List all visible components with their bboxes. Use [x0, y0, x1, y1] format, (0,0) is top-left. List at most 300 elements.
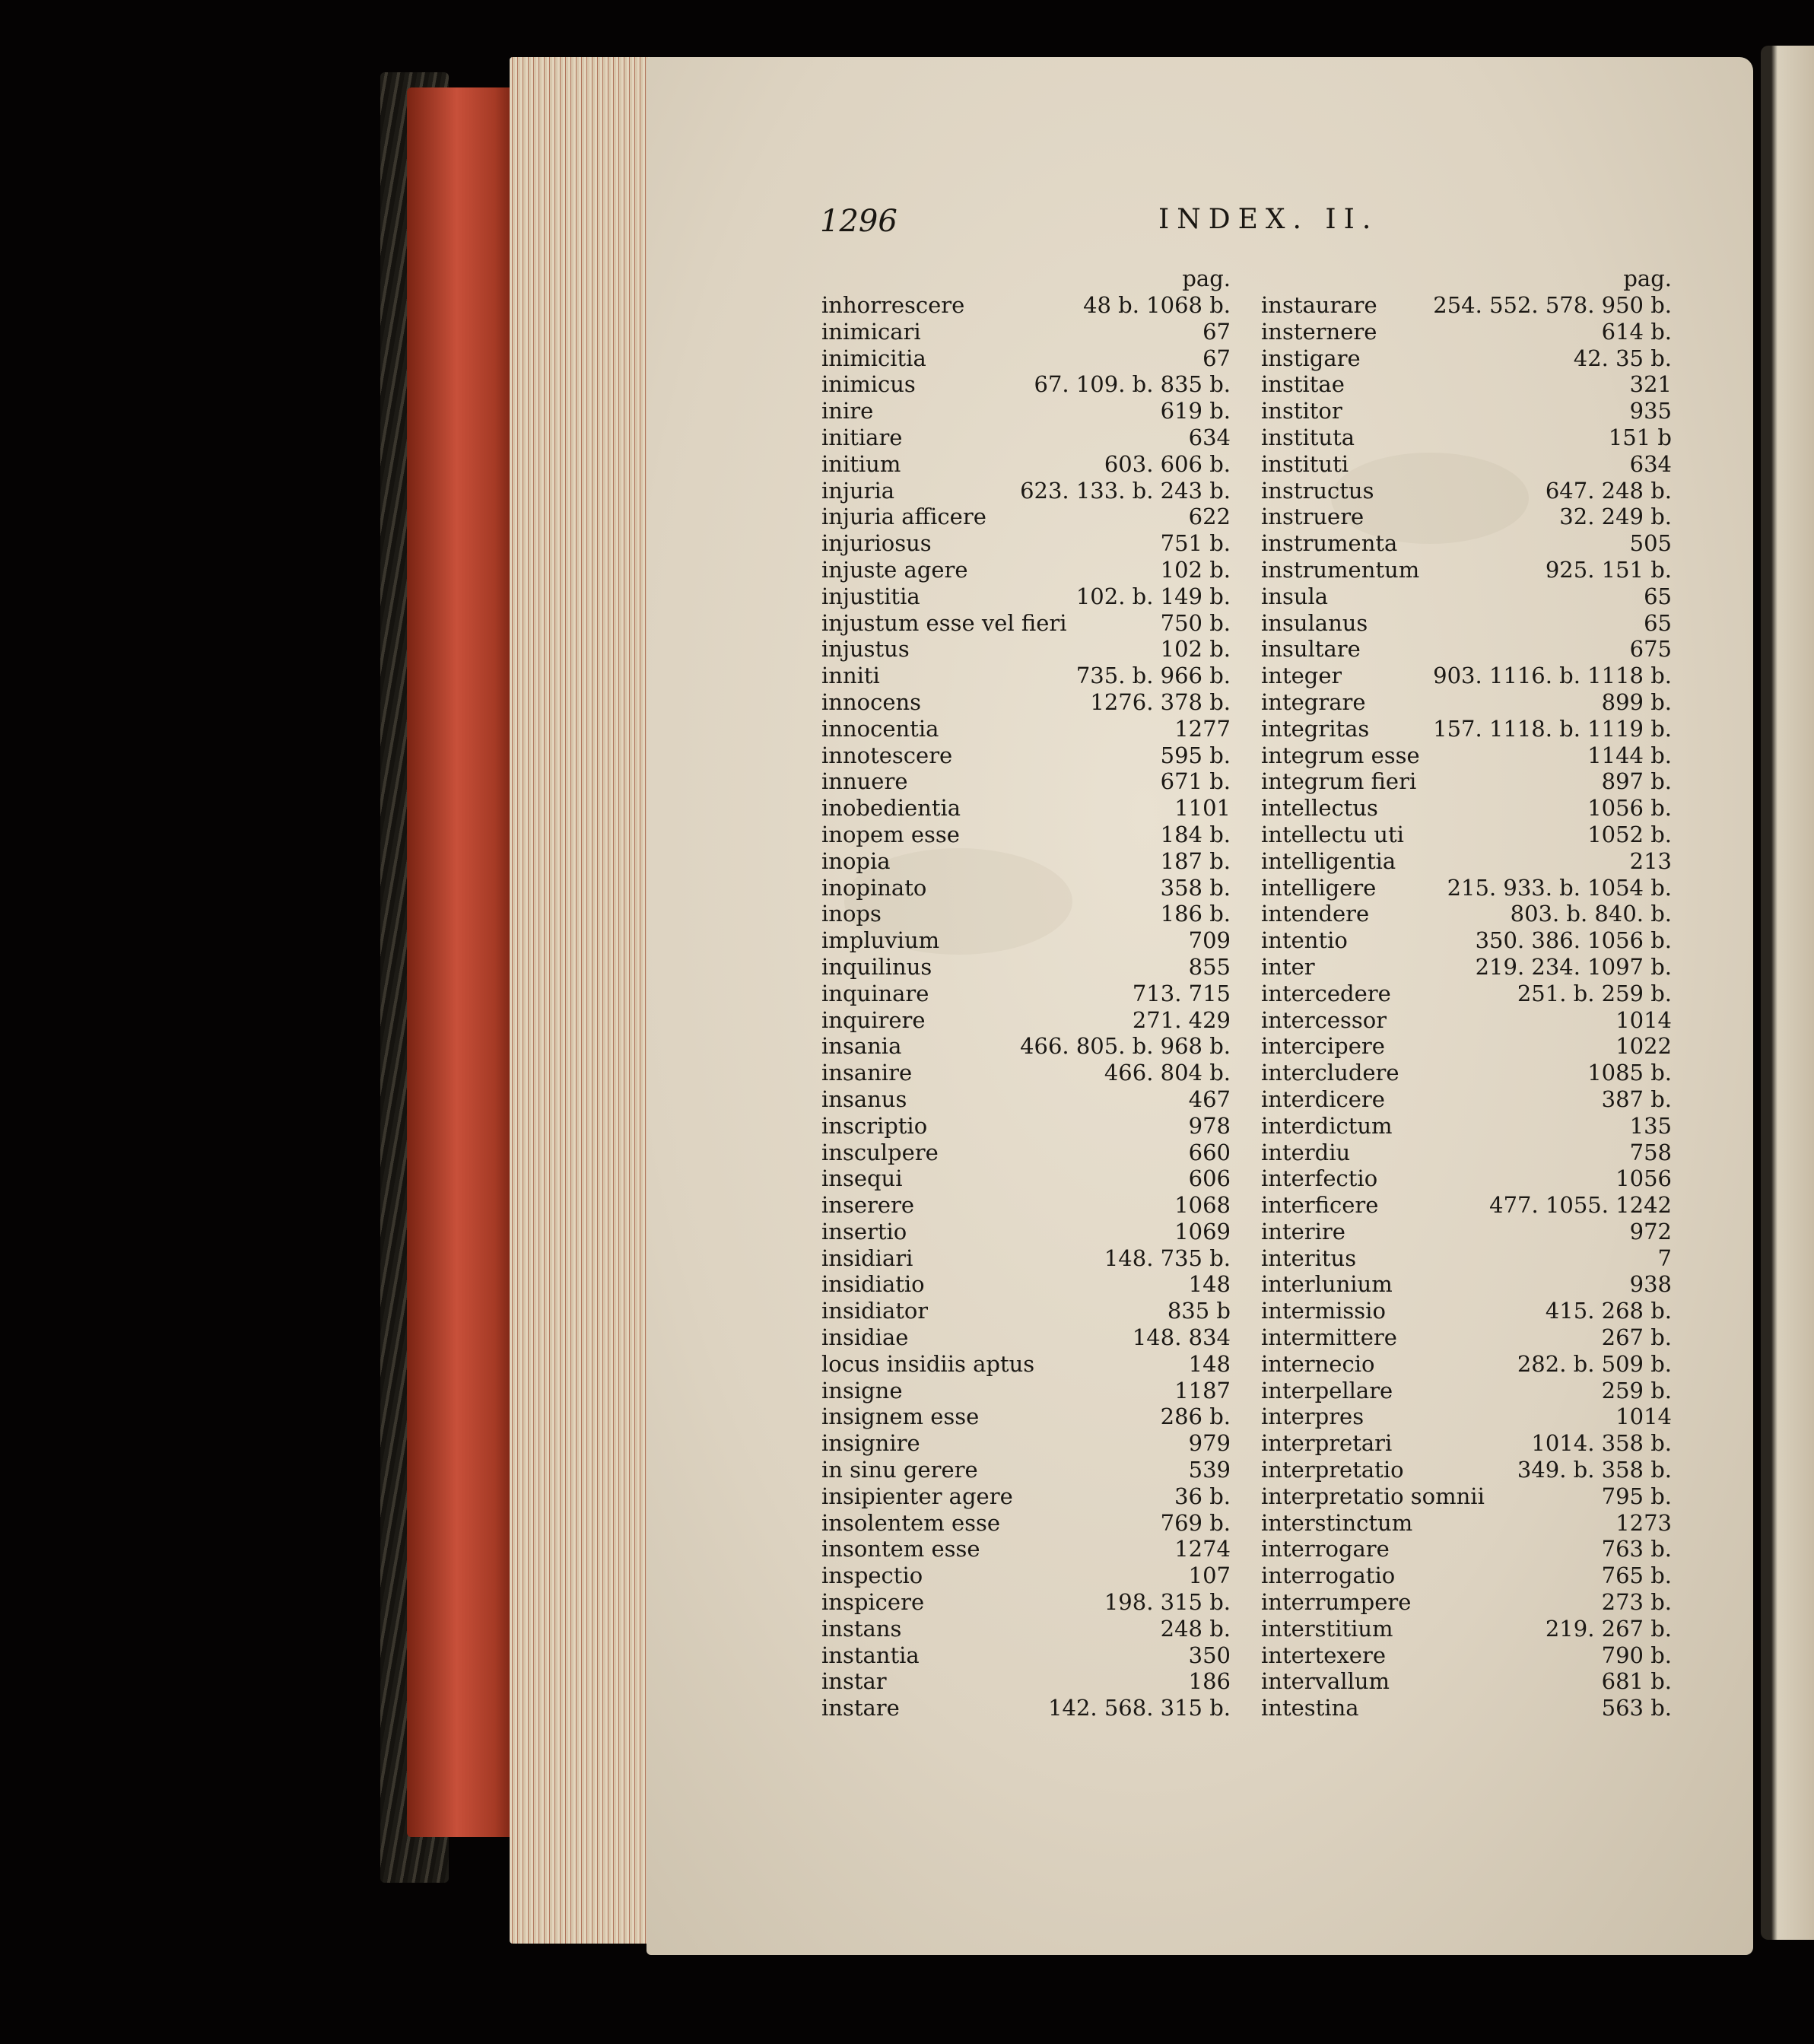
entry-page-reference: 634 — [1188, 424, 1231, 450]
entry-term: institor — [1261, 398, 1342, 424]
entry-term: inniti — [821, 663, 880, 689]
entry-term: innuere — [821, 768, 908, 795]
entry-term: insidiator — [821, 1298, 929, 1324]
entry-page-reference: 135 — [1629, 1112, 1672, 1139]
entry-page-reference: 259 b. — [1601, 1377, 1672, 1403]
index-entry — [1261, 927, 1672, 954]
index-entry — [1261, 1351, 1672, 1378]
index-entry — [821, 1219, 1231, 1245]
index-entry — [1261, 345, 1672, 372]
entry-page-reference: 563 b. — [1601, 1695, 1672, 1721]
index-entry — [821, 1245, 1231, 1272]
index-entry — [1261, 504, 1672, 530]
entry-term: interire — [1261, 1218, 1345, 1245]
entry-page-reference: 1069 — [1174, 1218, 1231, 1245]
entry-page-reference: 466. 804 b. — [1104, 1060, 1231, 1086]
index-entry — [1261, 1113, 1672, 1140]
entry-page-reference: 595 b. — [1160, 742, 1231, 768]
entry-term: instaurare — [1261, 292, 1377, 318]
entry-page-reference: 758 — [1629, 1139, 1672, 1165]
entry-page-reference: 286 b. — [1160, 1403, 1231, 1430]
entry-term: inops — [821, 901, 882, 927]
index-entry — [1261, 1668, 1672, 1695]
entry-page-reference: 1274 — [1174, 1536, 1231, 1562]
entry-page-reference: 972 — [1629, 1218, 1672, 1245]
entry-page-reference: 148 — [1188, 1350, 1231, 1377]
entry-term: initium — [821, 450, 901, 477]
entry-term: interstitium — [1261, 1615, 1393, 1642]
pag-label: pag. — [1623, 265, 1672, 291]
entry-page-reference: 102 b. — [1160, 636, 1231, 663]
index-entry — [1261, 610, 1672, 637]
index-column-left — [821, 265, 1231, 1721]
index-entry — [821, 319, 1231, 345]
entry-term: intercipere — [1261, 1033, 1385, 1060]
entry-page-reference: 67 — [1202, 318, 1231, 345]
entry-term: intercessor — [1261, 1006, 1387, 1033]
entry-page-reference: 713. 715 — [1132, 980, 1231, 1006]
entry-page-reference: 102. b. 149 b. — [1075, 583, 1231, 609]
entry-page-reference: 681 b. — [1601, 1668, 1672, 1695]
index-entry — [821, 901, 1231, 927]
entry-page-reference: 938 — [1629, 1271, 1672, 1298]
entry-term: intestina — [1261, 1695, 1359, 1721]
entry-page-reference: 7 — [1657, 1245, 1672, 1271]
index-entry — [821, 1403, 1231, 1430]
entry-term: intermissio — [1261, 1298, 1386, 1324]
index-entry — [821, 292, 1231, 319]
entry-page-reference: 273 b. — [1601, 1589, 1672, 1616]
entry-page-reference: 671 b. — [1160, 768, 1231, 795]
entry-term: instrumenta — [1261, 530, 1398, 557]
entry-page-reference: 321 — [1629, 371, 1672, 398]
index-entry — [1261, 424, 1672, 451]
entry-term: internecio — [1261, 1350, 1375, 1377]
entry-term: interrogatio — [1261, 1562, 1396, 1589]
entry-page-reference: 660 — [1188, 1139, 1231, 1165]
entry-page-reference: 186 b. — [1160, 901, 1231, 927]
entry-page-reference: 1277 — [1174, 715, 1231, 742]
index-entry — [821, 451, 1231, 478]
entry-term: impluvium — [821, 927, 940, 954]
entry-page-reference: 350 — [1188, 1642, 1231, 1668]
entry-page-reference: 184 b. — [1160, 821, 1231, 847]
entry-term: integritas — [1261, 715, 1370, 742]
entry-page-reference: 603. 606 b. — [1104, 450, 1231, 477]
entry-term: inopia — [821, 847, 891, 874]
entry-term: inopem esse — [821, 821, 960, 847]
entry-page-reference: 65 — [1644, 583, 1672, 609]
entry-page-reference: 467 — [1188, 1086, 1231, 1112]
entry-page-reference: 466. 805. b. 968 b. — [1020, 1033, 1231, 1060]
entry-page-reference: 282. b. 509 b. — [1517, 1350, 1672, 1377]
entry-page-reference: 1187 — [1174, 1377, 1231, 1403]
entry-page-reference: 1022 — [1615, 1033, 1672, 1060]
entry-term: instruere — [1261, 504, 1364, 530]
index-entry — [1261, 768, 1672, 795]
entry-term: locus insidiis aptus — [821, 1350, 1035, 1377]
entry-page-reference: 903. 1116. b. 1118 b. — [1433, 663, 1672, 689]
entry-term: intelligere — [1261, 874, 1377, 901]
index-entry — [821, 689, 1231, 716]
entry-page-reference: 855 — [1188, 953, 1231, 980]
index-entry — [1261, 742, 1672, 769]
index-entry — [821, 1113, 1231, 1140]
entry-term: insternere — [1261, 318, 1377, 345]
entry-page-reference: 358 b. — [1160, 874, 1231, 901]
entry-term: interpellare — [1261, 1377, 1393, 1403]
index-entry — [1261, 1589, 1672, 1616]
entry-page-reference: 505 — [1629, 530, 1672, 557]
entry-term: intelligentia — [1261, 847, 1396, 874]
index-entry — [821, 1695, 1231, 1721]
entry-page-reference: 897 b. — [1601, 768, 1672, 795]
entry-page-reference: 157. 1118. b. 1119 b. — [1433, 715, 1672, 742]
entry-page-reference: 1101 — [1174, 795, 1231, 822]
entry-page-reference: 151 b — [1608, 424, 1672, 450]
index-entry — [821, 875, 1231, 901]
page-number: 1296 — [820, 204, 897, 239]
entry-term: inter — [1261, 953, 1315, 980]
index-entry — [821, 1642, 1231, 1669]
entry-term: interpretatio — [1261, 1457, 1404, 1483]
index-entry — [821, 1192, 1231, 1219]
index-entry — [821, 478, 1231, 504]
entry-page-reference: 647. 248 b. — [1545, 477, 1672, 504]
index-entry — [1261, 795, 1672, 822]
index-entry — [821, 848, 1231, 875]
entry-term: interitus — [1261, 1245, 1357, 1271]
entry-term: insolentem esse — [821, 1509, 1001, 1536]
index-entry — [821, 954, 1231, 981]
index-entry — [821, 504, 1231, 530]
entry-term: insontem esse — [821, 1536, 980, 1562]
index-entry — [821, 1086, 1231, 1113]
entry-term: injustus — [821, 636, 910, 663]
index-entry — [821, 1060, 1231, 1086]
entry-term: instans — [821, 1615, 902, 1642]
index-entry — [821, 1298, 1231, 1324]
entry-page-reference: 32. 249 b. — [1559, 504, 1672, 530]
entry-term: integer — [1261, 663, 1342, 689]
entry-term: injustitia — [821, 583, 920, 609]
entry-term: insequi — [821, 1165, 903, 1192]
entry-page-reference: 750 b. — [1160, 609, 1231, 636]
entry-term: intellectus — [1261, 795, 1378, 822]
red-page-edge — [407, 87, 517, 1837]
index-entry — [1261, 1271, 1672, 1298]
entry-term: insanus — [821, 1086, 907, 1112]
index-entry — [1261, 1324, 1672, 1351]
entry-page-reference: 763 b. — [1601, 1536, 1672, 1562]
index-entry — [821, 716, 1231, 742]
entry-page-reference: 1056 — [1615, 1165, 1672, 1192]
entry-page-reference: 107 — [1188, 1562, 1231, 1589]
entry-term: inobedientia — [821, 795, 961, 822]
entry-term: instrumentum — [1261, 556, 1420, 583]
entry-term: intermittere — [1261, 1324, 1397, 1351]
entry-page-reference: 935 — [1629, 398, 1672, 424]
running-head — [820, 204, 1406, 242]
entry-page-reference: 751 b. — [1160, 530, 1231, 557]
entry-page-reference: 1056 b. — [1587, 795, 1672, 822]
pag-label: pag. — [1182, 265, 1231, 291]
index-entry — [821, 636, 1231, 663]
entry-term: injuste agere — [821, 556, 968, 583]
entry-page-reference: 634 — [1629, 450, 1672, 477]
entry-page-reference: 1273 — [1615, 1509, 1672, 1536]
entry-term: initiare — [821, 424, 903, 450]
entry-page-reference: 142. 568. 315 b. — [1048, 1695, 1231, 1721]
index-entry — [1261, 689, 1672, 716]
entry-term: injuria afficere — [821, 504, 986, 530]
index-entry — [1261, 319, 1672, 345]
entry-page-reference: 614 b. — [1601, 318, 1672, 345]
entry-page-reference: 148. 735 b. — [1104, 1245, 1231, 1271]
index-entry — [1261, 954, 1672, 981]
entry-page-reference: 1144 b. — [1587, 742, 1672, 768]
entry-page-reference: 36 b. — [1174, 1483, 1231, 1509]
index-entry — [821, 1007, 1231, 1034]
entry-term: insipienter agere — [821, 1483, 1013, 1509]
entry-page-reference: 622 — [1188, 504, 1231, 530]
entry-term: institae — [1261, 371, 1345, 398]
index-entry — [1261, 1165, 1672, 1192]
index-entry — [821, 371, 1231, 398]
entry-term: injuriosus — [821, 530, 932, 557]
index-entry — [821, 768, 1231, 795]
entry-term: intercludere — [1261, 1060, 1399, 1086]
index-entry — [1261, 901, 1672, 927]
entry-term: integrum fieri — [1261, 768, 1417, 795]
entry-page-reference: 1014. 358 b. — [1531, 1430, 1672, 1457]
entry-page-reference: 267 b. — [1601, 1324, 1672, 1351]
entry-term: instigare — [1261, 345, 1361, 371]
entry-term: interpretatio somnii — [1261, 1483, 1485, 1509]
entry-term: insidiari — [821, 1245, 913, 1271]
entry-term: inquirere — [821, 1006, 926, 1033]
entry-term: inhorrescere — [821, 292, 965, 318]
index-entry — [1261, 583, 1672, 610]
entry-page-reference: 477. 1055. 1242 — [1489, 1192, 1672, 1219]
index-entry — [821, 1351, 1231, 1378]
index-entry — [1261, 557, 1672, 583]
entry-term: inspicere — [821, 1589, 925, 1616]
entry-term: in sinu gerere — [821, 1457, 978, 1483]
entry-page-reference: 350. 386. 1056 b. — [1475, 927, 1672, 954]
entry-page-reference: 387 b. — [1601, 1086, 1672, 1112]
index-entry — [1261, 822, 1672, 848]
entry-page-reference: 219. 234. 1097 b. — [1475, 953, 1672, 980]
index-entry — [1261, 848, 1672, 875]
entry-page-reference: 769 b. — [1160, 1509, 1231, 1536]
index-entry — [1261, 1219, 1672, 1245]
entry-term: insignem esse — [821, 1403, 980, 1430]
entry-page-reference: 42. 35 b. — [1573, 345, 1672, 371]
entry-term: insidiatio — [821, 1271, 925, 1298]
entry-term: inire — [821, 398, 874, 424]
entry-term: inscriptio — [821, 1112, 928, 1139]
entry-term: interpres — [1261, 1403, 1364, 1430]
entry-term: instructus — [1261, 477, 1374, 504]
entry-term: interdictum — [1261, 1112, 1393, 1139]
index-entry — [1261, 1033, 1672, 1060]
entry-page-reference: 198. 315 b. — [1104, 1589, 1231, 1616]
entry-term: innocentia — [821, 715, 939, 742]
entry-page-reference: 215. 933. b. 1054 b. — [1447, 874, 1672, 901]
index-entry — [821, 663, 1231, 689]
entry-term: insculpere — [821, 1139, 939, 1165]
entry-term: inserere — [821, 1192, 915, 1219]
entry-page-reference: 251. b. 259 b. — [1517, 980, 1672, 1006]
index-entry — [821, 583, 1231, 610]
entry-page-reference: 65 — [1644, 609, 1672, 636]
index-entry — [821, 822, 1231, 848]
entry-term: insultare — [1261, 636, 1361, 663]
entry-term: inquilinus — [821, 953, 932, 980]
entry-page-reference: 1276. 378 b. — [1090, 688, 1231, 715]
index-entry — [1261, 292, 1672, 319]
entry-page-reference: 415. 268 b. — [1545, 1298, 1672, 1324]
entry-term: interstinctum — [1261, 1509, 1413, 1536]
entry-term: interpretari — [1261, 1430, 1393, 1457]
entry-page-reference: 254. 552. 578. 950 b. — [1433, 292, 1672, 318]
entry-term: innotescere — [821, 742, 953, 768]
entry-term: interlunium — [1261, 1271, 1393, 1298]
index-entry — [1261, 1245, 1672, 1272]
entry-term: interficere — [1261, 1192, 1379, 1219]
entry-term: insertio — [821, 1218, 907, 1245]
entry-term: integrum esse — [1261, 742, 1420, 768]
index-entry — [821, 610, 1231, 637]
entry-term: inimicari — [821, 318, 921, 345]
entry-page-reference: 186 — [1188, 1668, 1231, 1695]
index-entry — [1261, 1642, 1672, 1669]
entry-term: instituta — [1261, 424, 1355, 450]
entry-term: intertexere — [1261, 1642, 1386, 1668]
index-entry — [1261, 1536, 1672, 1562]
entry-term: inopinato — [821, 874, 927, 901]
facing-page-edge — [1761, 46, 1814, 1940]
entry-page-reference: 213 — [1629, 847, 1672, 874]
index-entry — [1261, 875, 1672, 901]
entry-term: intentio — [1261, 927, 1348, 954]
entry-page-reference: 925. 151 b. — [1545, 556, 1672, 583]
index-entry — [821, 742, 1231, 769]
entry-page-reference: 148 — [1188, 1271, 1231, 1298]
entry-term: inquinare — [821, 980, 929, 1006]
entry-page-reference: 765 b. — [1601, 1562, 1672, 1589]
index-entry — [1261, 1616, 1672, 1642]
index-entry — [1261, 716, 1672, 742]
index-entry — [821, 927, 1231, 954]
entry-term: insigne — [821, 1377, 903, 1403]
index-entry — [821, 530, 1231, 557]
entry-page-reference: 102 b. — [1160, 556, 1231, 583]
index-entry — [821, 1033, 1231, 1060]
index-entry — [821, 981, 1231, 1007]
index-entry — [1261, 1457, 1672, 1483]
entry-page-reference: 1014 — [1615, 1403, 1672, 1430]
index-entry — [821, 1668, 1231, 1695]
entry-page-reference: 67 — [1202, 345, 1231, 371]
entry-term: insula — [1261, 583, 1329, 609]
entry-term: interrogare — [1261, 1536, 1390, 1562]
page-stack-edge — [510, 57, 654, 1944]
index-entry — [1261, 398, 1672, 424]
entry-term: inimicitia — [821, 345, 926, 371]
index-entry — [1261, 1140, 1672, 1166]
index-entry — [821, 1324, 1231, 1351]
entry-term: inimicus — [821, 371, 916, 398]
index-entry — [1261, 1378, 1672, 1404]
index-entry — [1261, 1007, 1672, 1034]
entry-term: innocens — [821, 688, 922, 715]
index-entry — [821, 557, 1231, 583]
entry-page-reference: 899 b. — [1601, 688, 1672, 715]
entry-page-reference: 623. 133. b. 243 b. — [1020, 477, 1231, 504]
index-entry — [1261, 478, 1672, 504]
entry-page-reference: 48 b. 1068 b. — [1083, 292, 1231, 318]
index-entry — [1261, 663, 1672, 689]
entry-term: interfectio — [1261, 1165, 1378, 1192]
entry-term: intervallum — [1261, 1668, 1390, 1695]
index-entry — [821, 795, 1231, 822]
entry-page-reference: 539 — [1188, 1457, 1231, 1483]
index-entry — [821, 1165, 1231, 1192]
entry-term: intercedere — [1261, 980, 1391, 1006]
index-entry — [821, 1378, 1231, 1404]
index-entry — [1261, 981, 1672, 1007]
entry-term: insulanus — [1261, 609, 1368, 636]
index-entry — [1261, 636, 1672, 663]
index-entry — [1261, 371, 1672, 398]
entry-page-reference: 1085 b. — [1587, 1060, 1672, 1086]
index-entry — [821, 1536, 1231, 1562]
index-entry — [1261, 451, 1672, 478]
entry-page-reference: 803. b. 840. b. — [1510, 901, 1672, 927]
entry-page-reference: 795 b. — [1601, 1483, 1672, 1509]
entry-page-reference: 675 — [1629, 636, 1672, 663]
entry-page-reference: 979 — [1188, 1430, 1231, 1457]
entry-term: interdiu — [1261, 1139, 1351, 1165]
index-entry — [1261, 1430, 1672, 1457]
entry-page-reference: 1052 b. — [1587, 821, 1672, 847]
entry-term: inspectio — [821, 1562, 923, 1589]
index-entry — [821, 1430, 1231, 1457]
entry-term: insanire — [821, 1060, 913, 1086]
index-entry — [821, 1510, 1231, 1537]
index-entry — [1261, 1562, 1672, 1589]
entry-term: intellectu uti — [1261, 821, 1404, 847]
index-entry — [1261, 530, 1672, 557]
entry-page-reference: 1068 — [1174, 1192, 1231, 1219]
index-entry — [821, 1140, 1231, 1166]
entry-term: instare — [821, 1695, 900, 1721]
entry-list — [1261, 292, 1672, 1721]
entry-page-reference: 349. b. 358 b. — [1517, 1457, 1672, 1483]
index-entry — [1261, 1060, 1672, 1086]
entry-page-reference: 1014 — [1615, 1006, 1672, 1033]
index-entry — [1261, 1695, 1672, 1721]
index-entry — [1261, 1192, 1672, 1219]
index-entry — [1261, 1483, 1672, 1510]
entry-term: intendere — [1261, 901, 1370, 927]
index-entry — [1261, 1510, 1672, 1537]
entry-term: interrumpere — [1261, 1589, 1412, 1616]
entry-list — [821, 292, 1231, 1721]
entry-page-reference: 978 — [1188, 1112, 1231, 1139]
